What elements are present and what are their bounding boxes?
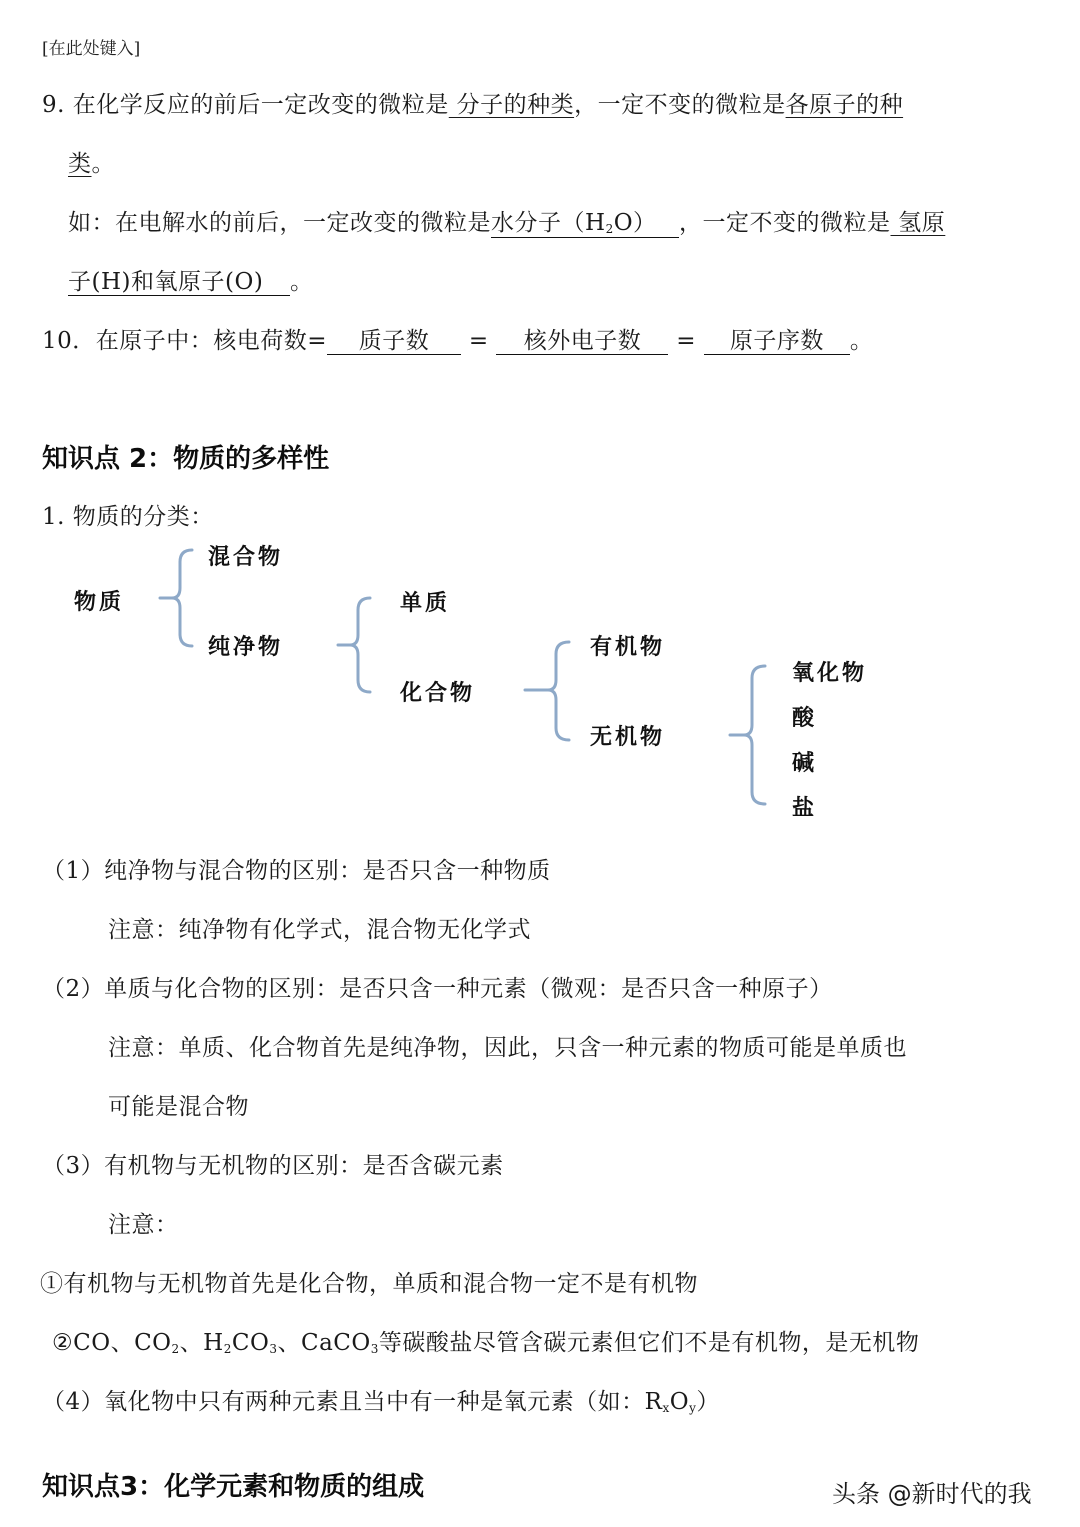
formula-text: ②CO、CO xyxy=(52,1330,172,1356)
item-9-prefix: 9. 在化学反应的前后一定改变的微粒是 xyxy=(42,92,449,118)
item-10-answer-2: 核外电子数 xyxy=(496,328,668,355)
formula-subscript: 2 xyxy=(171,1342,180,1356)
formula-text: 、CaCO xyxy=(277,1330,371,1356)
formula-subscript: 3 xyxy=(370,1342,379,1356)
oxide-subscript: y xyxy=(689,1401,697,1415)
formula-text: 等碳酸盐尽管含碳元素但它们不是有机物，是无机物 xyxy=(378,1330,920,1356)
oxide-text: ） xyxy=(696,1389,720,1415)
example-answer-2: 氢原 xyxy=(890,210,946,236)
tree-node-inorganic: 无机物 xyxy=(590,725,666,750)
classification-subheading: 1. 物质的分类： xyxy=(42,504,214,530)
example-answer-2-cont: 子(H)和氧原子(O) xyxy=(68,269,290,296)
point-1-note: 注意：纯净物有化学式，混合物无化学式 xyxy=(108,917,531,943)
watermark: 头条 @新时代的我 xyxy=(832,1480,1032,1508)
item-10-answer-3: 原子序数 xyxy=(704,328,850,355)
tree-node-mixture: 混合物 xyxy=(208,545,284,570)
item-9-answer-2-cont: 类 xyxy=(68,151,92,177)
point-3-note-item-1: ①有机物与无机物首先是化合物，单质和混合物一定不是有机物 xyxy=(40,1271,698,1297)
example-end: 。 xyxy=(290,269,314,295)
formula-text: CO xyxy=(231,1330,270,1356)
tree-node-organic: 有机物 xyxy=(590,635,666,660)
point-2-note-line-2: 可能是混合物 xyxy=(108,1094,249,1120)
item-10-prefix: 10．在原子中：核电荷数= xyxy=(42,328,328,354)
point-3: （3）有机物与无机物的区别：是否含碳元素 xyxy=(42,1153,504,1179)
oxide-subscript: x xyxy=(662,1401,670,1415)
oxide-text: （4）氧化物中只有两种元素且当中有一种是氧元素（如：R xyxy=(42,1389,663,1415)
section-2-heading: 知识点 2：物质的多样性 xyxy=(42,444,330,474)
point-1: （1）纯净物与混合物的区别：是否只含一种物质 xyxy=(42,858,551,884)
example-prefix: 如：在电解水的前后，一定改变的微粒是 xyxy=(68,210,491,236)
tree-node-salt: 盐 xyxy=(792,796,818,821)
item-10-eq-2: = xyxy=(676,328,697,354)
oxide-text: O xyxy=(669,1389,690,1415)
tree-node-oxide: 氧化物 xyxy=(792,661,868,686)
formula-text: 、H xyxy=(179,1330,224,1356)
point-2-note-line-1: 注意：单质、化合物首先是纯净物，因此，只含一种元素的物质可能是单质也 xyxy=(108,1035,907,1061)
item-10-end: 。 xyxy=(849,328,874,354)
tree-node-substance: 物质 xyxy=(74,590,125,615)
formula-subscript: 2 xyxy=(223,1342,232,1356)
point-3-note: 注意： xyxy=(108,1212,179,1238)
tree-node-compound: 化合物 xyxy=(400,681,476,706)
example-answer-1-tail: O） xyxy=(613,210,657,236)
item-9-middle: ，一定不变的微粒是 xyxy=(574,92,786,118)
item-9-answer-2: 各原子的种 xyxy=(785,92,904,118)
point-4 xyxy=(42,1383,720,1416)
item-10-eq-1: = xyxy=(468,328,489,354)
formula-subscript: 3 xyxy=(269,1342,278,1356)
tree-node-acid: 酸 xyxy=(792,706,818,731)
example-answer-1-sub: 2 xyxy=(605,222,614,236)
point-3-note-item-2 xyxy=(52,1324,919,1357)
tree-node-element-substance: 单质 xyxy=(400,591,451,616)
item-9-end: 。 xyxy=(91,151,115,177)
item-10-answer-1: 质子数 xyxy=(327,328,461,355)
item-9-answer-1: 分子的种类 xyxy=(448,92,575,118)
brace-root xyxy=(160,550,192,646)
point-2: （2）单质与化合物的区别：是否只含一种元素（微观：是否只含一种原子） xyxy=(42,976,833,1002)
tree-node-pure-substance: 纯净物 xyxy=(208,635,284,660)
header-placeholder-note: [在此处键入] xyxy=(42,39,141,59)
example-answer-1-text: 水分子（H xyxy=(491,210,606,236)
example-middle: ，一定不变的微粒是 xyxy=(679,210,891,236)
section-3-heading: 知识点3：化学元素和物质的组成 xyxy=(42,1472,425,1502)
tree-node-base: 碱 xyxy=(792,751,818,776)
